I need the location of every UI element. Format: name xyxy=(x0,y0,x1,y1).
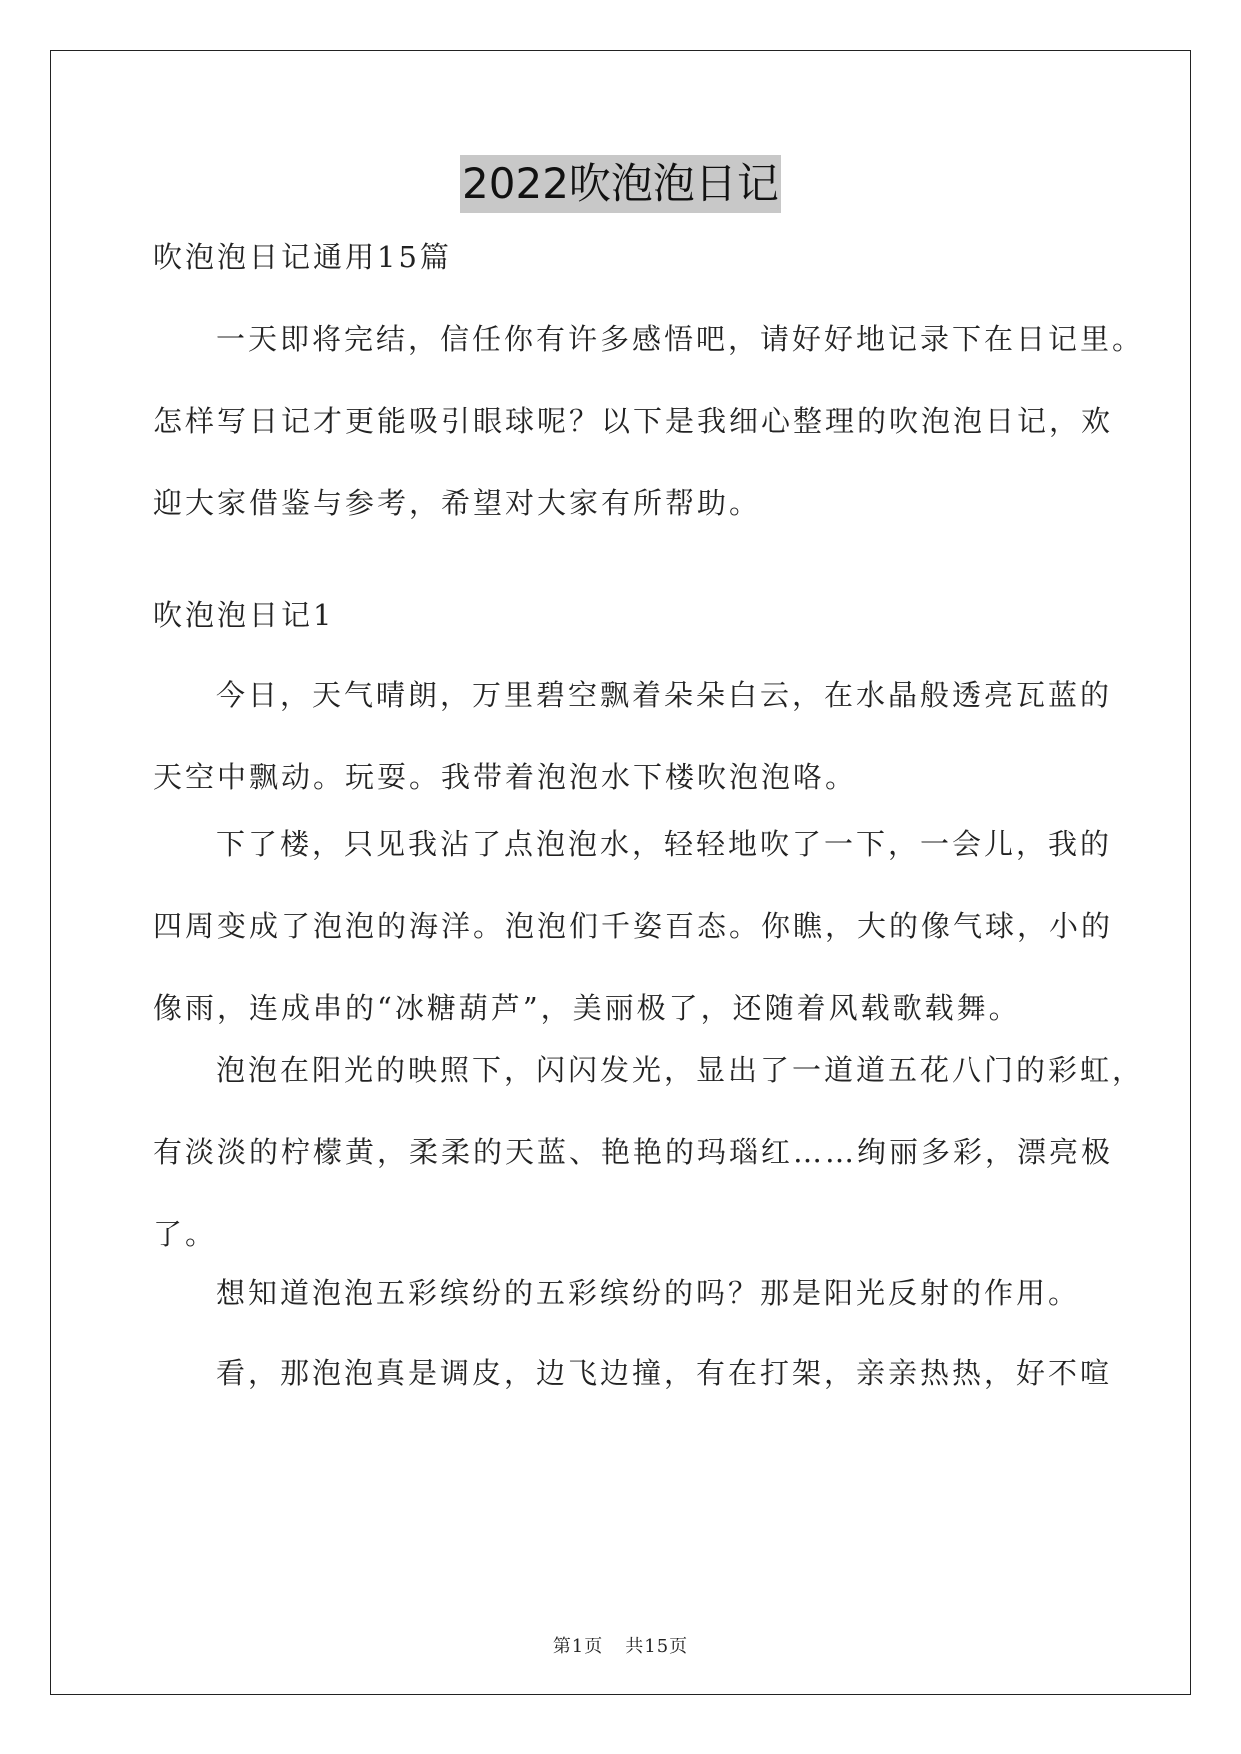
intro-line: 怎样写日记才更能吸引眼球呢？以下是我细心整理的吹泡泡日记，欢 xyxy=(153,404,1114,438)
paragraph-line: 像雨，连成串的“冰糖葫芦”，美丽极了，还随着风载歌载舞。 xyxy=(153,991,1021,1025)
intro-line: 一天即将完结，信任你有许多感悟吧，请好好地记录下在日记里。 xyxy=(216,322,1145,356)
paragraph-line: 看，那泡泡真是调皮，边飞边撞，有在打架，亲亲热热，好不喧 xyxy=(216,1356,1113,1390)
paragraph-line: 有淡淡的柠檬黄，柔柔的天蓝、艳艳的玛瑙红……绚丽多彩，漂亮极 xyxy=(153,1135,1114,1169)
paragraph-line: 四周变成了泡泡的海洋。泡泡们千姿百态。你瞧，大的像气球，小的 xyxy=(153,909,1114,943)
diary-paragraph-5 xyxy=(153,1332,1113,1414)
page-footer xyxy=(0,1632,1241,1658)
section-heading-block xyxy=(153,574,1093,656)
paragraph-line: 了。 xyxy=(153,1217,218,1251)
diary-paragraph-4 xyxy=(153,1252,1093,1334)
subtitle-block xyxy=(153,216,1093,298)
section-heading: 吹泡泡日记1 xyxy=(153,598,335,632)
document-title: 2022吹泡泡日记 xyxy=(460,155,781,213)
page-number: 第1页 xyxy=(552,1636,604,1657)
paragraph-line: 今日，天气晴朗，万里碧空飘着朵朵白云，在水晶般透亮瓦蓝的 xyxy=(216,678,1113,712)
page-total: 共15页 xyxy=(625,1636,689,1657)
document-subtitle: 吹泡泡日记通用15篇 xyxy=(153,240,452,274)
intro-paragraph xyxy=(153,298,1145,544)
diary-paragraph-3 xyxy=(153,1029,1145,1275)
diary-paragraph-1 xyxy=(153,654,1113,818)
paragraph-line: 天空中飘动。玩耍。我带着泡泡水下楼吹泡泡咯。 xyxy=(153,760,858,794)
diary-paragraph-2 xyxy=(153,803,1114,1049)
paragraph-line: 想知道泡泡五彩缤纷的五彩缤纷的吗？那是阳光反射的作用。 xyxy=(216,1276,1081,1310)
title-wrap xyxy=(0,155,1241,213)
intro-line: 迎大家借鉴与参考，希望对大家有所帮助。 xyxy=(153,486,762,520)
paragraph-line: 泡泡在阳光的映照下，闪闪发光，显出了一道道五花八门的彩虹， xyxy=(216,1053,1145,1087)
paragraph-line: 下了楼，只见我沾了点泡泡水，轻轻地吹了一下，一会儿，我的 xyxy=(216,827,1113,861)
